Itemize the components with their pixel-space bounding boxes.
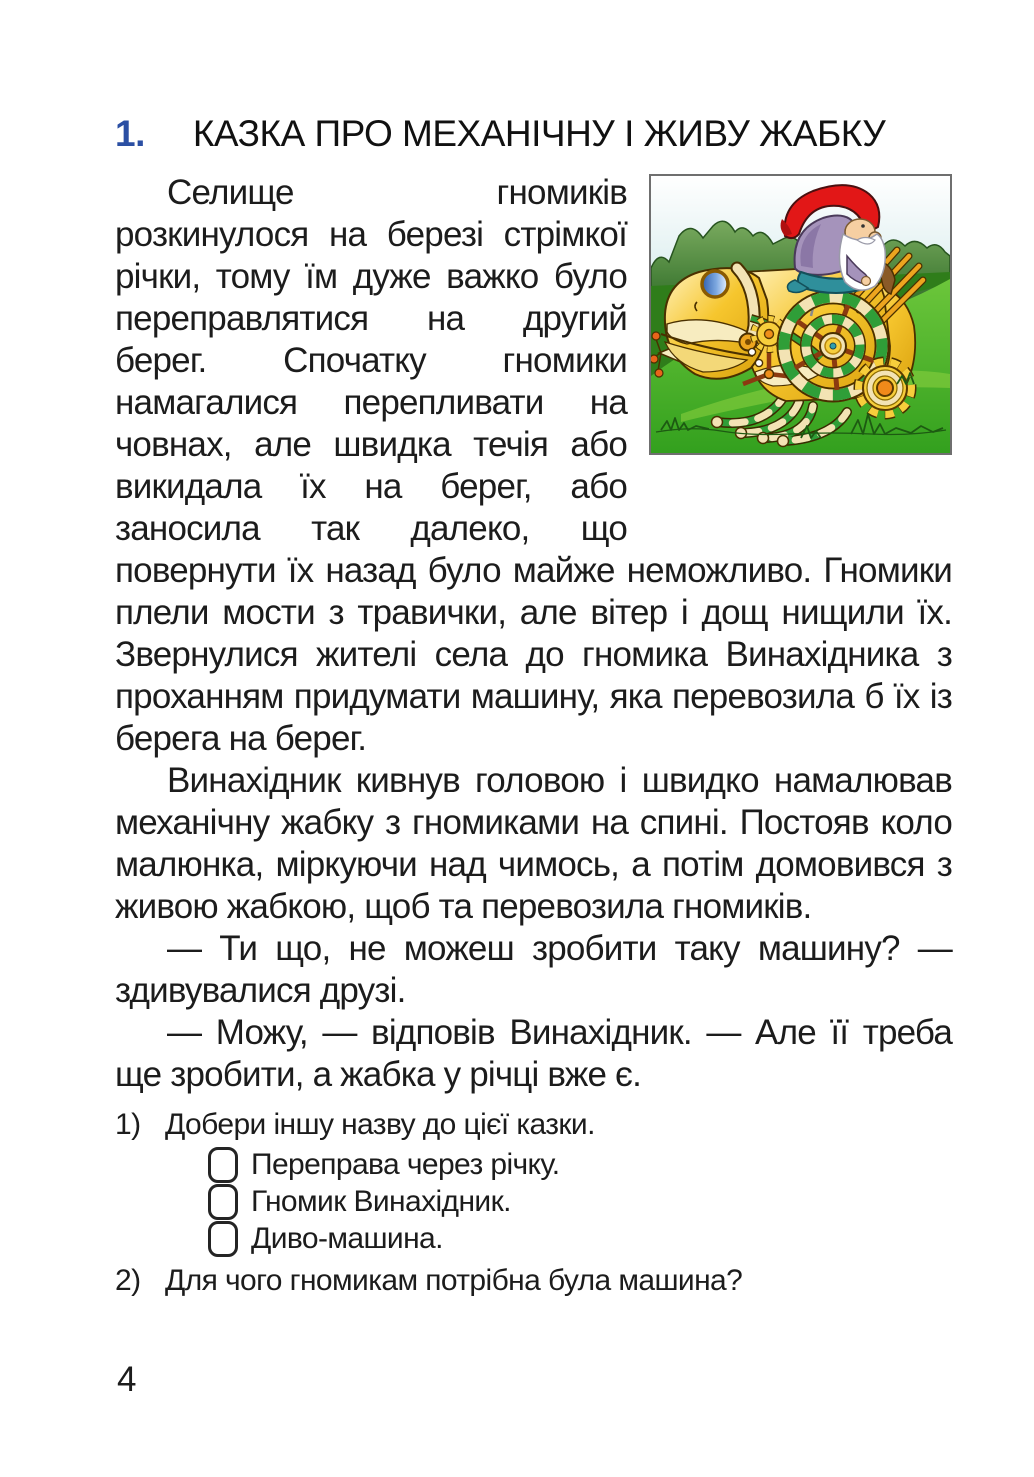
answer-options — [208, 1146, 952, 1257]
mechanical-frog-illustration — [651, 176, 950, 453]
answer-checkbox[interactable] — [208, 1147, 238, 1183]
question-number: 2) — [115, 1264, 141, 1297]
option-label: Переправа через річку. — [251, 1148, 560, 1181]
answer-option — [208, 1146, 952, 1183]
story-paragraph: Селище гномиків розкинулося на березі стрімкої річки, тому їм дуже важко було переправлятися на другий берег. Спочатку гномики намагалися перепливати на човнах, але швидка течія або викидала їх на берег, або заносила так далеко, що повернути їх назад було майже неможливо. Гномики плели мости з травички, але вітер і дощ нищили їх. Звернулися жителі села до гномика Винахідника з проханням придумати машину, яка перевозила б їх із берега на берег. — [115, 173, 952, 758]
option-label: Гномик Винахідник. — [251, 1185, 511, 1218]
exercise-title-row — [115, 112, 952, 156]
story-paragraph: Винахідник кивнув головою і швидко намалював механічну жабку з гномиками на спині. Постояв коло малюнка, міркуючи над чимось, а потім домовився з живою жабкою, щоб та перевозила гномиків. — [115, 761, 952, 926]
story-illustration — [649, 174, 952, 455]
answer-option — [208, 1220, 952, 1257]
story-text-block — [115, 172, 952, 1096]
exercise-number: 1. — [115, 113, 145, 154]
questions-section — [115, 1106, 952, 1299]
answer-option — [208, 1183, 952, 1220]
question-number: 1) — [115, 1108, 141, 1141]
page-title: КАЗКА ПРО МЕХАНІЧНУ І ЖИВУ ЖАБКУ — [192, 113, 886, 154]
page-number: 4 — [117, 1360, 137, 1399]
story-paragraph-dialogue: — Ти що, не можеш зробити таку машину? — здивувалися друзі. — [115, 929, 952, 1010]
question-1 — [115, 1106, 952, 1143]
question-2 — [115, 1262, 952, 1299]
answer-checkbox[interactable] — [208, 1184, 238, 1220]
question-text: Добери іншу назву до цієї казки. — [165, 1108, 595, 1141]
page-content — [115, 112, 952, 1299]
option-label: Диво-машина. — [251, 1222, 443, 1255]
question-text: Для чого гномикам потрібна була машина? — [165, 1264, 743, 1297]
story-paragraph-dialogue: — Можу, — відповів Винахідник. — Але її треба ще зробити, а жабка у річці вже є. — [115, 1013, 952, 1094]
answer-checkbox[interactable] — [208, 1221, 238, 1257]
